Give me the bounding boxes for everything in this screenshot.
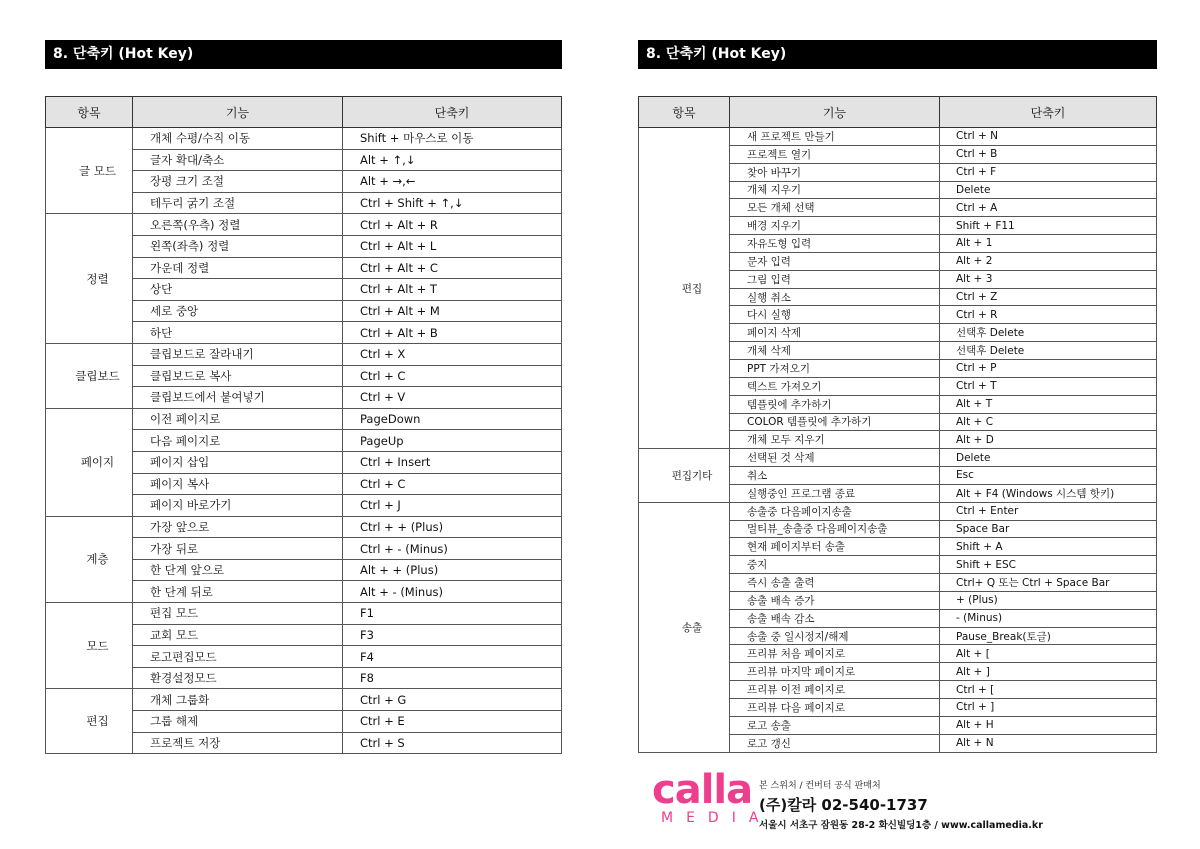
category-cell: 정렬 (46, 214, 133, 344)
function-cell: 장평 크기 조절 (133, 171, 343, 193)
calla-logo: calla (652, 767, 753, 813)
table-header-row (46, 97, 562, 128)
header-category: 항목 (639, 97, 730, 128)
footer-info (759, 778, 1043, 831)
function-cell: 환경설정모드 (133, 667, 343, 689)
table-row (46, 128, 562, 150)
function-cell: 템플릿에 추가하기 (730, 395, 940, 413)
right-page (638, 40, 1157, 750)
function-cell: 클립보드로 복사 (133, 365, 343, 387)
function-cell: 상단 (133, 279, 343, 301)
function-cell: 송출 중 일시정지/해제 (730, 627, 940, 645)
function-cell: 중지 (730, 556, 940, 574)
hotkey-cell: Ctrl + A (940, 199, 1157, 217)
header-function: 기능 (730, 97, 940, 128)
function-cell: 한 단계 앞으로 (133, 559, 343, 581)
table-body (46, 128, 562, 754)
hotkey-cell: Ctrl + T (940, 377, 1157, 395)
hotkey-cell: Alt + + (Plus) (343, 559, 562, 581)
function-cell: 로고편집모드 (133, 646, 343, 668)
function-cell: 즉시 송출 출력 (730, 574, 940, 592)
hotkey-cell: 선택후 Delete (940, 342, 1157, 360)
category-cell: 편집기타 (639, 449, 730, 503)
function-cell: 개체 지우기 (730, 181, 940, 199)
hotkey-cell: Ctrl + + (Plus) (343, 516, 562, 538)
hotkey-cell: Ctrl + S (343, 732, 562, 754)
footer-company: (주)칼라 02-540-1737 (759, 796, 928, 814)
function-cell: 세로 중앙 (133, 300, 343, 322)
hotkey-cell: - (Minus) (940, 609, 1157, 627)
table-row (46, 343, 562, 365)
function-cell: 현재 페이지부터 송출 (730, 538, 940, 556)
function-cell: 페이지 복사 (133, 473, 343, 495)
hotkey-cell: Ctrl + ] (940, 699, 1157, 717)
hotkey-cell: Alt + [ (940, 645, 1157, 663)
function-cell: 페이지 삽입 (133, 451, 343, 473)
function-cell: 개체 삭제 (730, 342, 940, 360)
hotkey-table (638, 96, 1157, 753)
hotkey-cell: Alt + C (940, 413, 1157, 431)
hotkey-cell: F4 (343, 646, 562, 668)
footer-tagline: 본 스위처 / 컨버터 공식 판매처 (759, 781, 881, 791)
table-row (46, 408, 562, 430)
function-cell: COLOR 템플릿에 추가하기 (730, 413, 940, 431)
function-cell: 배경 지우기 (730, 217, 940, 235)
function-cell: 프리뷰 이전 페이지로 (730, 681, 940, 699)
function-cell: 프리뷰 마지막 페이지로 (730, 663, 940, 681)
function-cell: 송출 배속 감소 (730, 609, 940, 627)
hotkey-cell: Ctrl + Shift + ↑,↓ (343, 192, 562, 214)
hotkey-cell: Shift + A (940, 538, 1157, 556)
function-cell: 한 단계 뒤로 (133, 581, 343, 603)
hotkey-cell: Delete (940, 449, 1157, 467)
hotkey-cell: Alt + 3 (940, 270, 1157, 288)
hotkey-cell: Ctrl + F (940, 163, 1157, 181)
hotkey-cell: Ctrl + P (940, 359, 1157, 377)
hotkey-table (45, 96, 562, 754)
hotkey-cell: Ctrl + B (940, 145, 1157, 163)
function-cell: 새 프로젝트 만들기 (730, 128, 940, 146)
function-cell: 선택된 것 삭제 (730, 449, 940, 467)
hotkey-cell: Alt + F4 (Windows 시스템 핫키) (940, 484, 1157, 502)
header-category: 항목 (46, 97, 133, 128)
function-cell: 프리뷰 처음 페이지로 (730, 645, 940, 663)
function-cell: 그룹 해제 (133, 711, 343, 733)
hotkey-cell: Ctrl + J (343, 495, 562, 517)
function-cell: 클립보드에서 붙여넣기 (133, 387, 343, 409)
category-cell: 송출 (639, 502, 730, 752)
table-row (46, 603, 562, 625)
hotkey-cell: Shift + ESC (940, 556, 1157, 574)
function-cell: 왼쪽(좌측) 정렬 (133, 235, 343, 257)
hotkey-cell: Ctrl + Alt + B (343, 322, 562, 344)
hotkey-cell: Ctrl + Alt + R (343, 214, 562, 236)
hotkey-cell: Shift + F11 (940, 217, 1157, 235)
table-row (639, 449, 1157, 467)
function-cell: 이전 페이지로 (133, 408, 343, 430)
hotkey-cell: F8 (343, 667, 562, 689)
hotkey-cell: F3 (343, 624, 562, 646)
function-cell: 프로젝트 저장 (133, 732, 343, 754)
hotkey-cell: 선택후 Delete (940, 324, 1157, 342)
table-row (46, 689, 562, 711)
function-cell: 편집 모드 (133, 603, 343, 625)
hotkey-cell: PageDown (343, 408, 562, 430)
function-cell: 송출중 다음페이지송출 (730, 502, 940, 520)
function-cell: 자유도형 입력 (730, 235, 940, 253)
hotkey-cell: Ctrl+ Q 또는 Ctrl + Space Bar (940, 574, 1157, 592)
hotkey-cell: Ctrl + N (940, 128, 1157, 146)
function-cell: 가운데 정렬 (133, 257, 343, 279)
hotkey-cell: Ctrl + X (343, 343, 562, 365)
hotkey-cell: Ctrl + Alt + C (343, 257, 562, 279)
function-cell: 텍스트 가져오기 (730, 377, 940, 395)
section-title: 8. 단축키 (Hot Key) (638, 40, 1157, 69)
hotkey-cell: Ctrl + E (343, 711, 562, 733)
category-cell: 모드 (46, 603, 133, 689)
function-cell: 가장 앞으로 (133, 516, 343, 538)
function-cell: 실행 취소 (730, 288, 940, 306)
table-row (639, 502, 1157, 520)
hotkey-cell: F1 (343, 603, 562, 625)
hotkey-cell: Alt + T (940, 395, 1157, 413)
function-cell: 오른쪽(우측) 정렬 (133, 214, 343, 236)
function-cell: 멀티뷰_송출중 다음페이지송출 (730, 520, 940, 538)
hotkey-cell: Alt + - (Minus) (343, 581, 562, 603)
table-body (639, 128, 1157, 753)
function-cell: 페이지 바로가기 (133, 495, 343, 517)
hotkey-cell: Ctrl + Alt + M (343, 300, 562, 322)
category-cell: 계층 (46, 516, 133, 602)
function-cell: 프로젝트 열기 (730, 145, 940, 163)
hotkey-cell: Alt + 2 (940, 252, 1157, 270)
header-hotkey: 단축키 (940, 97, 1157, 128)
table-header-row (639, 97, 1157, 128)
function-cell: 그림 입력 (730, 270, 940, 288)
footer (652, 767, 1082, 833)
hotkey-cell: Ctrl + Alt + T (343, 279, 562, 301)
hotkey-cell: Ctrl + - (Minus) (343, 538, 562, 560)
hotkey-cell: Alt + N (940, 734, 1157, 752)
left-page (45, 40, 562, 750)
hotkey-cell: Alt + H (940, 716, 1157, 734)
function-cell: 가장 뒤로 (133, 538, 343, 560)
category-cell: 글 모드 (46, 128, 133, 214)
function-cell: 문자 입력 (730, 252, 940, 270)
function-cell: PPT 가져오기 (730, 359, 940, 377)
function-cell: 페이지 삭제 (730, 324, 940, 342)
category-cell: 클립보드 (46, 343, 133, 408)
function-cell: 다음 페이지로 (133, 430, 343, 452)
function-cell: 클립보드로 잘라내기 (133, 343, 343, 365)
hotkey-cell: Ctrl + [ (940, 681, 1157, 699)
hotkey-cell: Alt + →,← (343, 171, 562, 193)
category-cell: 편집 (639, 128, 730, 449)
hotkey-cell: Shift + 마우스로 이동 (343, 128, 562, 150)
function-cell: 찾아 바꾸기 (730, 163, 940, 181)
function-cell: 글자 확대/축소 (133, 149, 343, 171)
table-row (46, 516, 562, 538)
media-logo-text: MEDIA (661, 810, 772, 826)
function-cell: 로고 갱신 (730, 734, 940, 752)
table-row (46, 214, 562, 236)
function-cell: 실행중인 프로그램 종료 (730, 484, 940, 502)
hotkey-cell: Ctrl + Alt + L (343, 235, 562, 257)
hotkey-cell: + (Plus) (940, 591, 1157, 609)
function-cell: 모든 개체 선택 (730, 199, 940, 217)
hotkey-cell: Space Bar (940, 520, 1157, 538)
hotkey-cell: Ctrl + G (343, 689, 562, 711)
hotkey-cell: Alt + ] (940, 663, 1157, 681)
hotkey-cell: Ctrl + V (343, 387, 562, 409)
hotkey-cell: Ctrl + Z (940, 288, 1157, 306)
section-title: 8. 단축키 (Hot Key) (45, 40, 562, 69)
function-cell: 다시 실행 (730, 306, 940, 324)
hotkey-cell: Ctrl + C (343, 365, 562, 387)
header-hotkey: 단축키 (343, 97, 562, 128)
header-function: 기능 (133, 97, 343, 128)
hotkey-cell: Ctrl + C (343, 473, 562, 495)
function-cell: 개체 모두 지우기 (730, 431, 940, 449)
function-cell: 프리뷰 다음 페이지로 (730, 699, 940, 717)
hotkey-cell: Esc (940, 467, 1157, 485)
hotkey-cell: Alt + 1 (940, 235, 1157, 253)
function-cell: 테두리 굵기 조절 (133, 192, 343, 214)
table-row (639, 128, 1157, 146)
hotkey-cell: Alt + ↑,↓ (343, 149, 562, 171)
function-cell: 로고 송출 (730, 716, 940, 734)
function-cell: 송출 배속 증가 (730, 591, 940, 609)
function-cell: 하단 (133, 322, 343, 344)
hotkey-cell: Alt + D (940, 431, 1157, 449)
footer-address: 서울시 서초구 잠원동 28-2 화신빌딩1층 / www.callamedia.kr (759, 820, 1043, 831)
hotkey-cell: PageUp (343, 430, 562, 452)
hotkey-cell: Ctrl + Insert (343, 451, 562, 473)
function-cell: 개체 수평/수직 이동 (133, 128, 343, 150)
category-cell: 페이지 (46, 408, 133, 516)
hotkey-cell: Delete (940, 181, 1157, 199)
hotkey-cell: Ctrl + R (940, 306, 1157, 324)
function-cell: 취소 (730, 467, 940, 485)
hotkey-cell: Pause_Break(토글) (940, 627, 1157, 645)
hotkey-cell: Ctrl + Enter (940, 502, 1157, 520)
function-cell: 교회 모드 (133, 624, 343, 646)
category-cell: 편집 (46, 689, 133, 754)
function-cell: 개체 그룹화 (133, 689, 343, 711)
